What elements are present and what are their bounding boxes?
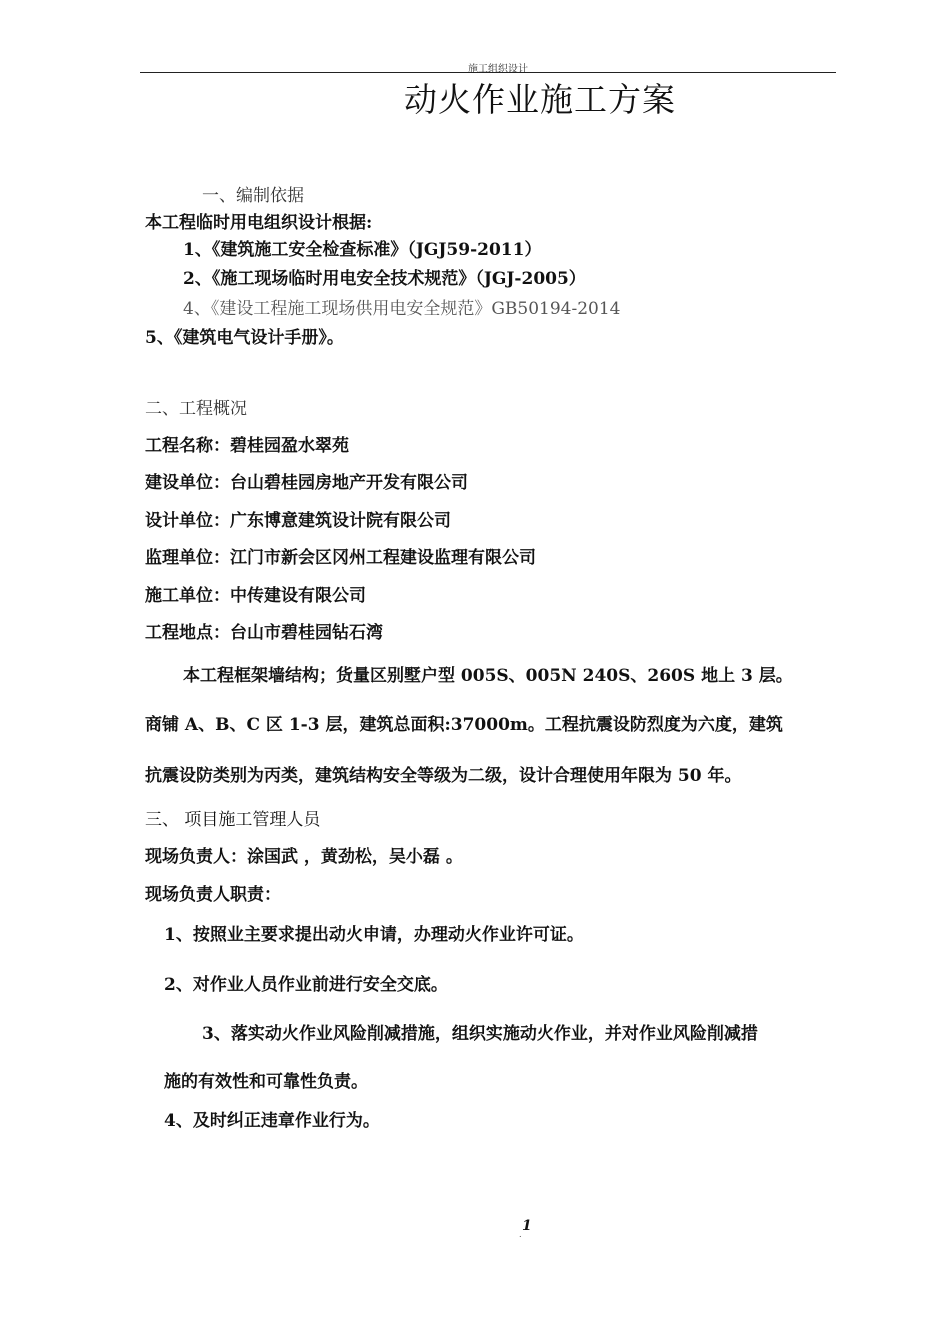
page-number: 1 [522,1218,532,1234]
document-title: 动火作业施工方案 [404,80,676,119]
duty-item: 4、及时纠正违章作业行为。 [164,1111,380,1131]
project-field: 工程地点：台山市碧桂园钻石湾 [145,623,383,643]
section1-heading: 一、编制依据 [202,186,304,206]
reference-item: 4、《建设工程施工现场供用电安全规范》GB50194-2014 [183,299,621,319]
overview-paragraph-line: 抗震设防类别为丙类，建筑结构安全等级为二级，设计合理使用年限为 50 年。 [145,766,742,786]
overview-paragraph-line: 商铺 A、B、C 区 1-3 层，建筑总面积:37000m。工程抗震设防烈度为六度，建筑 [145,715,783,735]
duties-label: 现场负责人职责： [145,885,281,905]
project-field: 监理单位：江门市新会区冈州工程建设监理有限公司 [145,548,536,568]
footer-dot: . [519,1230,522,1239]
reference-item: 2、《施工现场临时用电安全技术规范》（JGJ-2005） [183,269,586,289]
project-field: 工程名称：碧桂园盈水翠苑 [145,436,349,456]
project-field: 建设单位：台山碧桂园房地产开发有限公司 [145,473,468,493]
section2-heading: 二、工程概况 [145,399,247,419]
site-managers: 现场负责人：涂国武 ，黄劲松，吴小磊 。 [145,847,463,867]
overview-paragraph-line: 本工程框架墙结构；货量区别墅户型 005S、005N 240S、260S 地上 3 层。 [183,666,793,686]
project-field: 施工单位：中传建设有限公司 [145,586,366,606]
duty-item: 2、对作业人员作业前进行安全交底。 [164,975,448,995]
header-rule [140,72,836,73]
duty-item: 3、落实动火作业风险削减措施，组织实施动火作业，并对作业风险削减措 [202,1024,758,1044]
section3-heading: 三、 项目施工管理人员 [145,810,321,830]
section1-intro: 本工程临时用电组织设计根据: [145,213,373,233]
running-header: 施工组织设计 [468,64,528,75]
duty-item: 1、按照业主要求提出动火申请，办理动火作业许可证。 [164,925,584,945]
duty-item-continuation: 施的有效性和可靠性负责。 [164,1072,368,1092]
reference-item: 1、《建筑施工安全检查标准》（JGJ59-2011） [183,240,542,260]
project-field: 设计单位：广东博意建筑设计院有限公司 [145,511,451,531]
reference-item: 5、《建筑电气设计手册》。 [145,328,344,348]
